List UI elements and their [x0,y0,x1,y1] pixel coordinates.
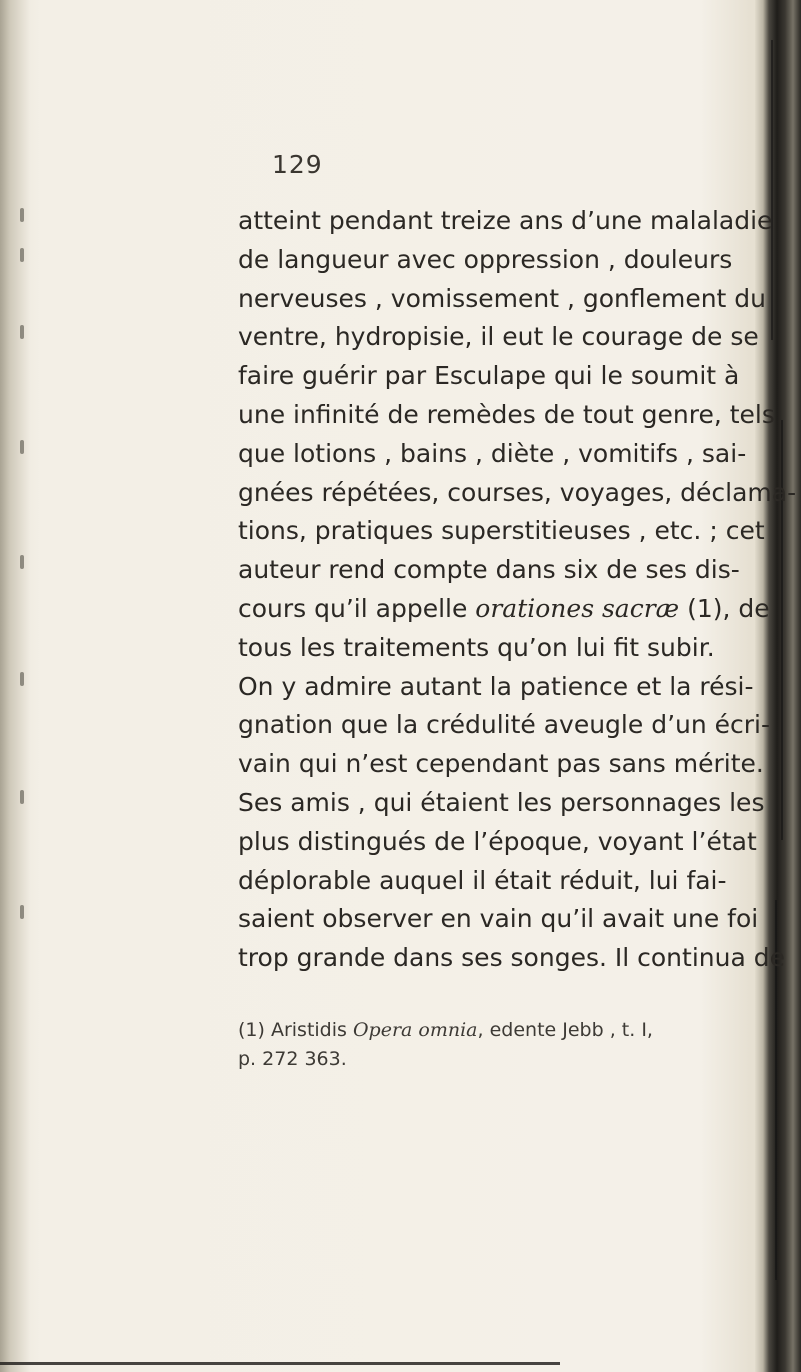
footnote-reference: (1), de [679,593,770,623]
page-bottom-edge [0,1362,560,1365]
margin-mark [20,790,24,804]
text-line: de langueur avec oppression , douleurs [238,244,733,274]
margin-mark [20,325,24,339]
text-line: que lotions , bains , diète , vomitifs , sai- [238,438,747,468]
page-number: 129 [272,150,323,179]
text-line: saient observer en vain qu’il avait une foi [238,904,759,934]
text-line: gnation que la crédulité aveugle d’un écri- [238,710,771,740]
text-line [238,590,798,629]
italic-title: orationes sacræ [475,593,680,623]
text-segment: cours qu’il appelle [238,593,476,623]
left-page-edge [0,0,30,1372]
margin-mark [20,208,24,222]
text-line: nerveuses , vomissement , gonflement du [238,283,767,313]
footnote-pages: p. 272 363. [238,1048,347,1070]
text-line: faire guérir par Esculape qui le soumit à [238,361,740,391]
margin-mark [20,905,24,919]
text-line: déplorable auquel il était réduit, lui fai- [238,865,727,895]
text-line: atteint pendant treize ans d’une malaladie [238,206,773,235]
margin-mark [20,248,24,262]
text-line: tous les traitements qu’on lui fit subir. [238,632,715,662]
footnote-marker: (1) [238,1019,265,1041]
text-line: gnées répétées, courses, voyages, déclama- [238,477,797,507]
footnote-line [238,1016,653,1045]
margin-mark [20,555,24,569]
text-line: trop grande dans ses songes. Il continua de [238,943,785,973]
text-line: plus distingués de l’époque, voyant l’état [238,826,757,856]
margin-mark [20,672,24,686]
footnote [238,1016,653,1074]
footnote-author: Aristidis [270,1019,347,1041]
footnote-edition: , edente Jebb , t. I, [477,1019,653,1041]
text-line: On y admire autant la patience et la rési- [238,671,754,701]
text-line: vain qui n’est cependant pas sans mérite. [238,749,764,779]
text-line: auteur rend compte dans six de ses dis- [238,555,740,585]
text-line: Ses amis , qui étaient les personnages les [238,787,765,817]
text-line: tions, pratiques superstitieuses , etc. ; cet [238,516,765,546]
text-line: ventre, hydropisie, il eut le courage de se [238,322,759,352]
text-line: une infinité de remèdes de tout genre, tels [238,399,775,429]
body-text [238,202,798,978]
margin-mark [20,440,24,454]
footnote-title: Opera omnia [352,1019,478,1041]
